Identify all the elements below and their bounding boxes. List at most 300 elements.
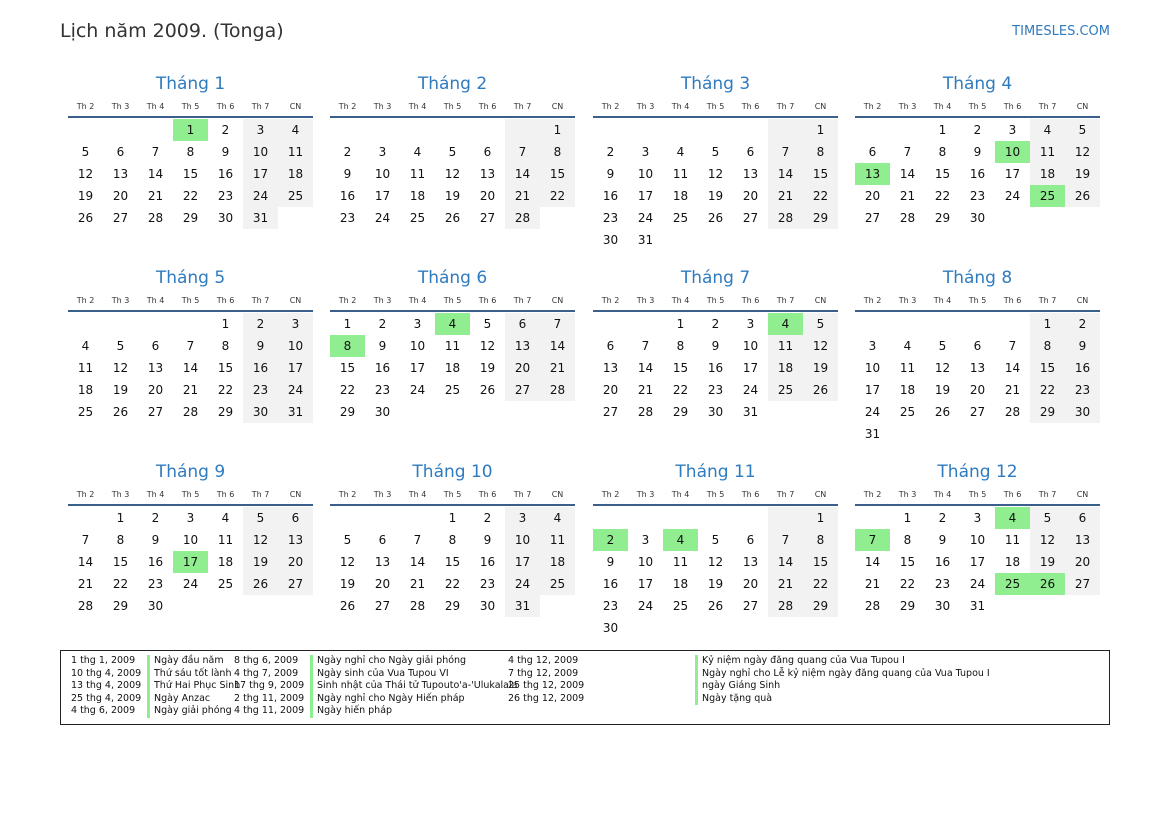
day-cell: 29 (934, 211, 951, 225)
day-cell: 9 (483, 533, 492, 547)
day-cell: 11 (1004, 533, 1021, 547)
day-cell: 11 (768, 335, 803, 357)
day-cell: 15 (934, 167, 951, 181)
weekday-label: Th 6 (741, 101, 760, 111)
day-cell: 2 (606, 145, 615, 159)
day-cell: 10 (637, 555, 654, 569)
day-cell: 21 (147, 189, 164, 203)
legend-date: 13 thg 4, 2009 (71, 680, 142, 692)
day-cell: 4 (663, 529, 698, 551)
empty-cell (1065, 207, 1100, 229)
day-cell: 6 (606, 339, 615, 353)
day-cell: 3 (413, 317, 422, 331)
legend-holiday-name: Sinh nhật của Thái tử Tupouto'a-'Ulukalala (310, 680, 517, 693)
week-row (330, 185, 575, 207)
legend-holiday-name: Ngày nghỉ cho Ngày giải phóng (310, 655, 466, 668)
day-cell: 8 (903, 533, 912, 547)
empty-cell (470, 119, 505, 141)
day-cell: 29 (672, 405, 689, 419)
week-row (593, 141, 838, 163)
day-cell: 21 (768, 185, 803, 207)
day-cell: 3 (243, 119, 278, 141)
empty-cell (243, 595, 278, 617)
day-cell: 10 (409, 339, 426, 353)
day-cell: 27 (374, 599, 391, 613)
week-row (68, 163, 313, 185)
day-cell: 3 (641, 533, 650, 547)
weekday-label: Th 2 (601, 295, 620, 305)
weekday-label: Th 7 (1038, 101, 1057, 111)
day-cell: 17 (1004, 167, 1021, 181)
empty-cell (855, 507, 890, 529)
day-cell: 26 (707, 211, 724, 225)
weekday-header (330, 290, 575, 312)
day-cell: 17 (409, 361, 426, 375)
weekday-label: Th 7 (513, 101, 532, 111)
month-name: Tháng 4 (942, 74, 1013, 94)
day-cell: 21 (768, 573, 803, 595)
weekday-label: Th 4 (671, 101, 690, 111)
day-cell: 6 (1065, 507, 1100, 529)
weekday-label: CN (814, 295, 827, 305)
day-cell: 13 (969, 361, 986, 375)
day-cell: 26 (444, 211, 461, 225)
day-cell: 19 (243, 551, 278, 573)
legend-row (61, 655, 240, 668)
day-cell: 7 (855, 529, 890, 551)
day-cell: 2 (938, 511, 947, 525)
day-cell: 13 (479, 167, 496, 181)
day-cell: 18 (672, 577, 689, 591)
day-cell: 1 (448, 511, 457, 525)
day-cell: 30 (243, 401, 278, 423)
day-cell: 18 (768, 357, 803, 379)
day-cell: 18 (278, 163, 313, 185)
day-cell: 23 (217, 189, 234, 203)
empty-cell (103, 119, 138, 141)
empty-cell (803, 617, 838, 639)
day-cell: 2 (378, 317, 387, 331)
day-cell: 13 (374, 555, 391, 569)
weekday-label: Th 3 (636, 489, 655, 499)
month-name: Tháng 6 (417, 268, 488, 288)
day-cell: 8 (540, 141, 575, 163)
day-cell: 29 (444, 599, 461, 613)
week-row (68, 119, 313, 141)
day-cell: 4 (676, 145, 685, 159)
legend-holiday-name: Ngày đầu năm (147, 655, 224, 668)
week-row (593, 507, 838, 529)
day-cell: 14 (147, 167, 164, 181)
weekday-header (593, 484, 838, 506)
day-cell: 24 (637, 211, 654, 225)
week-row (593, 119, 838, 141)
day-cell: 24 (182, 577, 199, 591)
weekday-label: Th 4 (933, 489, 952, 499)
empty-cell (400, 401, 435, 423)
day-cell: 4 (278, 119, 313, 141)
day-cell: 27 (602, 405, 619, 419)
empty-cell (278, 207, 313, 229)
week-row (855, 379, 1100, 401)
day-cell: 10 (374, 167, 391, 181)
day-cell: 9 (378, 339, 387, 353)
weekday-label: Th 7 (513, 295, 532, 305)
day-cell: 16 (217, 167, 234, 181)
week-row (68, 573, 313, 595)
day-cell: 24 (505, 573, 540, 595)
legend-row (61, 693, 240, 706)
day-cell: 26 (1030, 573, 1065, 595)
day-cell: 24 (864, 405, 881, 419)
legend-holiday-name: Ngày nghỉ cho Lễ kỷ niệm ngày đăng quang của Vua Tupou I (695, 668, 990, 681)
day-cell: 12 (707, 555, 724, 569)
day-cell: 15 (444, 555, 461, 569)
weekday-label: Th 3 (373, 489, 392, 499)
legend-row (61, 668, 240, 681)
empty-cell (803, 229, 838, 251)
weekday-label: Th 5 (706, 295, 725, 305)
day-cell: 8 (1030, 335, 1065, 357)
month-1 (68, 72, 313, 229)
day-cell: 22 (217, 383, 234, 397)
weekday-label: Th 5 (181, 489, 200, 499)
weekday-label: Th 6 (216, 295, 235, 305)
day-cell: 13 (602, 361, 619, 375)
empty-cell (68, 507, 103, 529)
day-cell: 11 (540, 529, 575, 551)
day-cell: 5 (938, 339, 947, 353)
weekday-label: Th 6 (478, 101, 497, 111)
day-cell: 28 (899, 211, 916, 225)
legend-holiday-name: Ngày Anzac (147, 693, 210, 706)
day-cell: 21 (505, 185, 540, 207)
weekday-label: Th 3 (898, 101, 917, 111)
day-cell: 30 (147, 599, 164, 613)
empty-cell (925, 423, 960, 445)
empty-cell (593, 507, 628, 529)
day-cell: 4 (768, 313, 803, 335)
day-cell: 28 (637, 405, 654, 419)
day-cell: 18 (409, 189, 426, 203)
day-cell: 1 (343, 317, 352, 331)
weekday-label: Th 4 (671, 295, 690, 305)
day-cell: 2 (151, 511, 160, 525)
day-cell: 16 (602, 189, 619, 203)
day-cell: 1 (803, 507, 838, 529)
empty-cell (890, 423, 925, 445)
empty-cell (435, 401, 470, 423)
week-row (855, 335, 1100, 357)
week-row (68, 401, 313, 423)
day-cell: 14 (540, 335, 575, 357)
day-cell: 26 (77, 211, 94, 225)
weekday-label: CN (551, 101, 564, 111)
day-cell: 5 (1065, 119, 1100, 141)
day-cell: 3 (505, 507, 540, 529)
day-cell: 5 (116, 339, 125, 353)
weekday-label: Th 4 (408, 101, 427, 111)
legend-date: 4 thg 12, 2009 (508, 655, 579, 666)
day-cell: 24 (374, 211, 391, 225)
weekday-header (330, 96, 575, 118)
week-row (330, 529, 575, 551)
day-cell: 22 (182, 189, 199, 203)
day-cell: 25 (217, 577, 234, 591)
day-cell: 9 (221, 145, 230, 159)
weekday-label: Th 5 (181, 295, 200, 305)
day-cell: 23 (1065, 379, 1100, 401)
legend-holiday-name: Thứ sáu tốt lành (147, 668, 231, 681)
day-cell: 15 (899, 555, 916, 569)
empty-cell (663, 507, 698, 529)
day-cell: 21 (409, 577, 426, 591)
day-cell: 11 (278, 141, 313, 163)
empty-cell (628, 313, 663, 335)
day-cell: 3 (1008, 123, 1017, 137)
day-cell: 18 (540, 551, 575, 573)
weekday-label: CN (289, 489, 302, 499)
day-cell: 23 (147, 577, 164, 591)
day-cell: 20 (602, 383, 619, 397)
day-cell: 4 (995, 507, 1030, 529)
day-cell: 8 (330, 335, 365, 357)
weekday-label: CN (1076, 489, 1089, 499)
day-cell: 7 (413, 533, 422, 547)
day-cell: 10 (742, 339, 759, 353)
legend-date: 17 thg 9, 2009 (234, 680, 305, 692)
week-row (330, 163, 575, 185)
day-cell: 2 (1065, 313, 1100, 335)
empty-cell (995, 423, 1030, 445)
week-row (330, 379, 575, 401)
day-cell: 8 (448, 533, 457, 547)
weekday-label: CN (1076, 295, 1089, 305)
day-cell: 13 (278, 529, 313, 551)
week-row (593, 595, 838, 617)
day-cell: 17 (278, 357, 313, 379)
weekday-label: Th 3 (898, 295, 917, 305)
weekday-label: Th 5 (968, 489, 987, 499)
day-cell: 25 (540, 573, 575, 595)
day-cell: 26 (803, 379, 838, 401)
day-cell: 29 (217, 405, 234, 419)
month-8 (855, 266, 1100, 445)
day-cell: 20 (147, 383, 164, 397)
day-cell: 16 (934, 555, 951, 569)
day-cell: 15 (803, 163, 838, 185)
empty-cell (103, 313, 138, 335)
weekday-label: Th 4 (933, 101, 952, 111)
legend-date: 1 thg 1, 2009 (71, 655, 136, 666)
week-row (855, 357, 1100, 379)
day-cell: 25 (672, 599, 689, 613)
day-cell: 29 (1030, 401, 1065, 423)
weekday-label: CN (814, 101, 827, 111)
day-cell: 14 (409, 555, 426, 569)
day-cell: 26 (339, 599, 356, 613)
weekday-label: Th 3 (898, 489, 917, 499)
weekday-header (330, 484, 575, 506)
day-cell: 27 (742, 211, 759, 225)
empty-cell (733, 617, 768, 639)
day-cell: 21 (182, 383, 199, 397)
day-cell: 13 (855, 163, 890, 185)
legend-column-3 (498, 655, 990, 705)
day-cell: 23 (707, 383, 724, 397)
day-cell: 5 (483, 317, 492, 331)
weekday-label: Th 5 (443, 101, 462, 111)
weekday-label: Th 2 (76, 101, 95, 111)
day-cell: 3 (973, 511, 982, 525)
day-cell: 13 (742, 167, 759, 181)
day-cell: 15 (672, 361, 689, 375)
legend-date: 10 thg 4, 2009 (71, 667, 142, 679)
empty-cell (1030, 207, 1065, 229)
legend-date: 26 thg 12, 2009 (508, 692, 585, 704)
empty-cell (698, 617, 733, 639)
day-cell: 5 (1030, 507, 1065, 529)
day-cell: 20 (112, 189, 129, 203)
day-cell: 1 (1030, 313, 1065, 335)
weekday-label: Th 3 (373, 295, 392, 305)
weekday-label: Th 4 (671, 489, 690, 499)
weekday-label: Th 4 (933, 295, 952, 305)
day-cell: 17 (969, 555, 986, 569)
weekday-label: Th 6 (1003, 295, 1022, 305)
empty-cell (733, 119, 768, 141)
day-cell: 29 (803, 207, 838, 229)
weekday-header (855, 96, 1100, 118)
weekday-label: Th 3 (111, 489, 130, 499)
day-cell: 30 (374, 405, 391, 419)
month-2 (330, 72, 575, 229)
day-cell: 29 (112, 599, 129, 613)
weekday-label: Th 6 (741, 489, 760, 499)
day-cell: 19 (339, 577, 356, 591)
day-cell: 26 (479, 383, 496, 397)
day-cell: 7 (151, 145, 160, 159)
day-cell: 14 (637, 361, 654, 375)
day-cell: 4 (903, 339, 912, 353)
empty-cell (138, 119, 173, 141)
empty-cell (1065, 595, 1100, 617)
day-cell: 9 (711, 339, 720, 353)
empty-cell (365, 507, 400, 529)
day-cell: 25 (1030, 185, 1065, 207)
legend-date: 25 thg 4, 2009 (71, 692, 142, 704)
day-cell: 25 (77, 405, 94, 419)
site-link[interactable]: TIMESLES.COM (1012, 24, 1110, 39)
day-cell: 7 (768, 141, 803, 163)
week-row (330, 357, 575, 379)
day-cell: 16 (479, 555, 496, 569)
week-row (330, 551, 575, 573)
legend-row (498, 693, 990, 706)
day-cell: 28 (409, 599, 426, 613)
day-cell: 31 (742, 405, 759, 419)
day-cell: 6 (505, 313, 540, 335)
month-12 (855, 460, 1100, 617)
day-cell: 16 (374, 361, 391, 375)
month-11 (593, 460, 838, 639)
day-cell: 20 (864, 189, 881, 203)
month-name: Tháng 8 (942, 268, 1013, 288)
day-cell: 27 (505, 379, 540, 401)
day-cell: 22 (672, 383, 689, 397)
legend-row (498, 668, 990, 681)
day-cell: 27 (864, 211, 881, 225)
day-cell: 30 (602, 233, 619, 247)
day-cell: 27 (278, 573, 313, 595)
month-6 (330, 266, 575, 423)
week-row (593, 335, 838, 357)
day-cell: 11 (672, 167, 689, 181)
month-name: Tháng 7 (680, 268, 751, 288)
week-row (593, 529, 838, 551)
day-cell: 7 (81, 533, 90, 547)
day-cell: 6 (483, 145, 492, 159)
day-cell: 13 (1065, 529, 1100, 551)
empty-cell (173, 313, 208, 335)
day-cell: 1 (676, 317, 685, 331)
week-row (593, 207, 838, 229)
day-cell: 23 (602, 211, 619, 225)
week-row (855, 423, 1100, 445)
day-cell: 5 (711, 145, 720, 159)
legend-row (224, 668, 517, 681)
day-cell: 11 (77, 361, 94, 375)
weekday-label: Th 2 (76, 489, 95, 499)
day-cell: 14 (899, 167, 916, 181)
day-cell: 14 (182, 361, 199, 375)
empty-cell (768, 119, 803, 141)
weekday-label: Th 4 (408, 295, 427, 305)
day-cell: 25 (768, 379, 803, 401)
day-cell: 4 (435, 313, 470, 335)
day-cell: 20 (1065, 551, 1100, 573)
day-cell: 18 (672, 189, 689, 203)
weekday-header (68, 290, 313, 312)
empty-cell (505, 119, 540, 141)
week-row (855, 507, 1100, 529)
day-cell: 1 (221, 317, 230, 331)
week-row (68, 595, 313, 617)
day-cell: 17 (173, 551, 208, 573)
day-cell: 19 (803, 357, 838, 379)
day-cell: 16 (602, 577, 619, 591)
day-cell: 10 (637, 167, 654, 181)
weekday-label: Th 7 (1038, 295, 1057, 305)
weekday-label: Th 3 (636, 101, 655, 111)
day-cell: 8 (221, 339, 230, 353)
day-cell: 28 (768, 595, 803, 617)
empty-cell (925, 313, 960, 335)
day-cell: 2 (973, 123, 982, 137)
day-cell: 8 (116, 533, 125, 547)
empty-cell (768, 617, 803, 639)
day-cell: 9 (151, 533, 160, 547)
day-cell: 28 (1004, 405, 1021, 419)
day-cell: 20 (742, 189, 759, 203)
weekday-label: Th 4 (408, 489, 427, 499)
weekday-label: Th 7 (513, 489, 532, 499)
day-cell: 21 (1004, 383, 1021, 397)
day-cell: 17 (637, 577, 654, 591)
weekday-label: Th 4 (146, 101, 165, 111)
day-cell: 24 (243, 185, 278, 207)
day-cell: 10 (864, 361, 881, 375)
